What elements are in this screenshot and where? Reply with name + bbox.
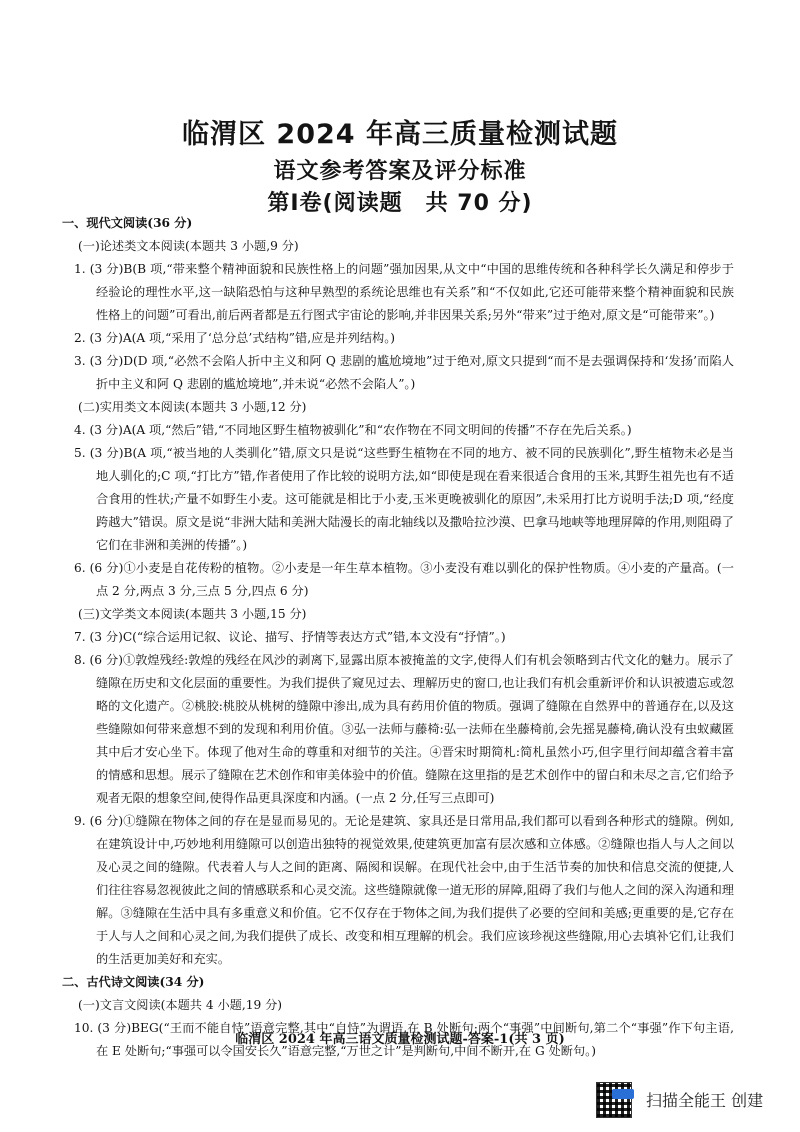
scanner-logo-icon — [612, 1089, 634, 1099]
volume-heading: 第Ⅰ卷(阅读题 共 70 分) — [267, 191, 533, 216]
qr-code-icon — [596, 1082, 632, 1118]
answer-item-5: 5. (3 分)B(A 项,“被当地的人类驯化”错,原文只是说“这些野生植物在不同的地方、被不同的民族驯化”,野生植物未必是当地人驯化的;C 项,“打比方”错,作者使用了作比较的说明方法,如“即使是现在看来很适合食用的玉米,其野生祖先也有不适合食用的性状;产量不如野生小麦。这可能就是相比于小麦,玉米更晚被驯化的原因”,未采用打比方说明手法;D 项,“经度跨越大”错误。原文是说“非洲大陆和美洲大陆漫长的南北轴线以及撒哈拉沙漠、巴拿马地峡等地理屏障的作用,则阻碍了它们在非洲和美洲的传播”。) — [74, 446, 734, 552]
answer-content — [62, 212, 734, 1063]
answer-item-6: 6. (6 分)①小麦是自花传粉的植物。②小麦是一年生草本植物。③小麦没有难以驯化的保护性物质。④小麦的产量高。(一点 2 分,两点 3 分,三点 5 分,四点 6 分) — [74, 561, 734, 598]
subsection-heading-literary: (三)文学类文本阅读(本题共 3 小题,15 分) — [78, 607, 307, 621]
subsection-heading-argumentative: (一)论述类文本阅读(本题共 3 小题,9 分) — [78, 239, 299, 253]
answer-item-9: 9. (6 分)①缝隙在物体之间的存在是显而易见的。无论是建筑、家具还是日常用品,我们都可以看到各种形式的缝隙。例如,在建筑设计中,巧妙地利用缝隙可以创造出独特的视觉效果,使建筑更加富有层次感和立体感。②缝隙也指人与人之间以及心灵之间的缝隙。代表着人与人之间的距离、隔阂和误解。在现代社会中,由于生活节奏的加快和信息交流的便捷,人们往往容易忽视彼此之间的情感联系和心灵交流。这些缝隙就像一道无形的屏障,阻碍了我们与他人之间的深入沟通和理解。③缝隙在生活中具有多重意义和价值。它不仅存在于物体之间,为我们提供了必要的空间和美感;更重要的是,它存在于人与人之间和心灵之间,为我们提供了成长、改变和相互理解的机会。我们应该珍视这些缝隙,用心去填补它们,让我们的生活更加美好和充实。 — [74, 814, 734, 966]
exam-title: 临渭区 2024 年高三质量检测试题 — [182, 119, 618, 150]
answer-item-8: 8. (6 分)①敦煌残经:敦煌的残经在风沙的剥离下,显露出原本被掩盖的文字,使得人们有机会领略到古代文化的魅力。展示了缝隙在历史和文化层面的重要性。为我们提供了窥见过去、理解历史的窗口,也让我们有机会重新评价和认识被遗忘或忽略的文化遗产。②桃胶:桃胶从桃树的缝隙中渗出,成为具有药用价值的物质。强调了缝隙在自然界中的普通存在,以及这些缝隙如何带来意想不到的发现和利用价值。③弘一法师与藤椅:弘一法师在坐藤椅前,会先摇晃藤椅,确认没有虫蚁藏匿其中后才安心坐下。体现了他对生命的尊重和对细节的关注。④晋宋时期简札:简札虽然小巧,但字里行间却蕴含着丰富的情感和思想。展示了缝隙在艺术创作和审美体验中的价值。缝隙在这里指的是艺术创作中的留白和未尽之言,它们给予观者无限的想象空间,使得作品更具深度和内涵。(一点 2 分,任写三点即可) — [74, 653, 734, 805]
answer-item-7: 7. (3 分)C(“综合运用记叙、议论、描写、抒情等表达方式”错,本文没有“抒情”。) — [74, 630, 506, 644]
answer-item-1: 1. (3 分)B(B 项,“带来整个精神面貌和民族性格上的问题”强加因果,从文中“中国的思维传统和各种科学长久满足和停步于经验论的理性水平,这一缺陷恐怕与这种早熟型的系统论思维也有关系”和“不仅如此,它还可能带来整个精神面貌和民族性格上的问题”可看出,前后两者都是五行图式宇宙论的影响,并非因果关系;另外“带来”过于绝对,原文是“可能带来”。) — [74, 262, 734, 322]
answer-item-3: 3. (3 分)D(D 项,“必然不会陷人折中主义和阿 Q 悲剧的尴尬境地”过于绝对,原文只提到“而不是去强调保持和‘发扬’而陷人折中主义和阿 Q 悲剧的尴尬境地”,并未说“必然不会陷人”。) — [74, 354, 734, 391]
subsection-heading-practical: (二)实用类文本阅读(本题共 3 小题,12 分) — [78, 400, 307, 414]
answer-key-subtitle: 语文参考答案及评分标准 — [273, 159, 527, 184]
section-heading-classical-reading: 二、古代诗文阅读(34 分) — [62, 975, 205, 989]
answer-item-2: 2. (3 分)A(A 项,“采用了‘总分总’式结构”错,应是并列结构。) — [74, 331, 396, 345]
answer-item-10: 10. (3 分)BEG(“王而不能自恃”语意完整,其中“自恃”为谓语,在 B 处断句;两个“事强”中间断句,第二个“事强”作下句主语,在 E 处断句;“事强可以令国安长久”语意完整,“万世之计”是判断句,中间不断开,在 G 处断句。) — [74, 1021, 734, 1058]
answer-item-4: 4. (3 分)A(A 项,“然后”错,“不同地区野生植物被驯化”和“农作物在不同文明间的传播”不存在先后关系。) — [74, 423, 632, 437]
page-footer: 临渭区 2024 年高三语文质量检测试题-答案-1(共 3 页) — [235, 1032, 565, 1047]
subsection-heading-classical-prose: (一)文言文阅读(本题共 4 小题,19 分) — [78, 998, 283, 1012]
section-heading-modern-reading: 一、现代文阅读(36 分) — [62, 216, 193, 230]
scanner-watermark: 扫描全能王 创建 — [646, 1091, 764, 1110]
